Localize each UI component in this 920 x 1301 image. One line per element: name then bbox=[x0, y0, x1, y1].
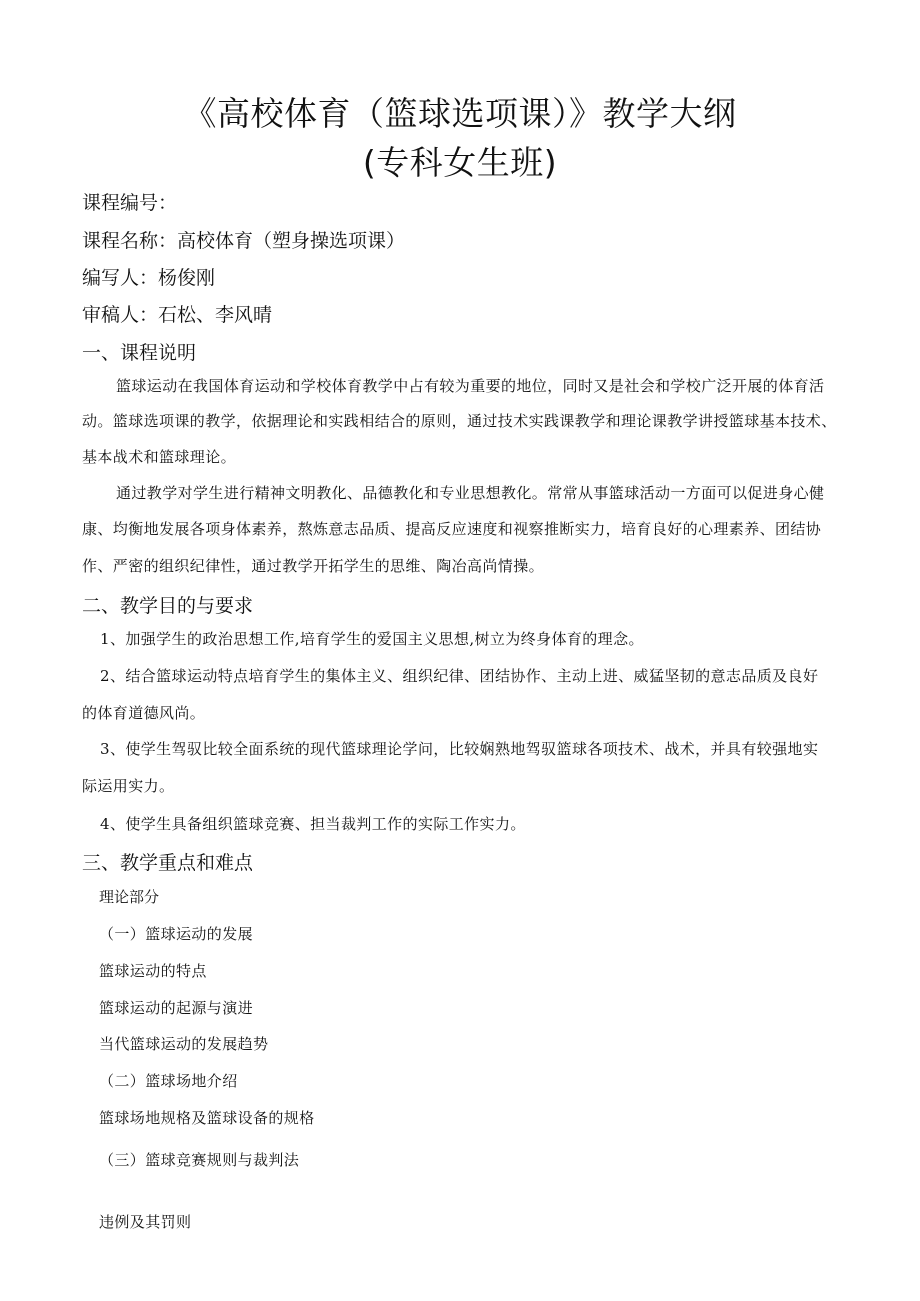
document-subtitle: (专科女生班) bbox=[362, 143, 558, 182]
section-heading-goals: 二、教学目的与要求 bbox=[82, 595, 254, 617]
paragraph-line: 通过教学对学生进行精神文明教化、品德教化和专业思想教化。常常从事篮球活动一方面可以促进身心健 bbox=[116, 484, 825, 502]
list-item: 3、使学生驾驭比较全面系统的现代篮球理论学问，比较娴熟地驾驭篮球各项技术、战术，并具有较强地实 bbox=[100, 740, 819, 758]
section-heading-course-description: 一、课程说明 bbox=[82, 342, 197, 364]
list-item-continuation: 的体育道德风尚。 bbox=[82, 704, 206, 722]
author: 编写人：杨俊刚 bbox=[82, 267, 216, 289]
paragraph-line: 篮球运动在我国体育运动和学校体育教学中占有较为重要的地位，同时又是社会和学校广泛开展的体育活 bbox=[116, 377, 825, 395]
list-item: 4、使学生具备组织篮球竞赛、担当裁判工作的实际工作实力。 bbox=[100, 815, 526, 833]
list-item: 1、加强学生的政治思想工作,培育学生的爱国主义思想,树立为终身体育的理念。 bbox=[100, 630, 644, 648]
outline-item: 当代篮球运动的发展趋势 bbox=[99, 1035, 269, 1053]
document-title: 《高校体育（篮球选项课）》教学大纲 bbox=[183, 94, 737, 133]
paragraph-line: 动。篮球选项课的教学，依据理论和实践相结合的原则，通过技术实践课教学和理论课教学讲授篮球基本技术、 bbox=[82, 412, 837, 430]
sub-heading-theory: 理论部分 bbox=[99, 888, 160, 906]
outline-item: 篮球运动的特点 bbox=[99, 962, 207, 980]
list-item-continuation: 际运用实力。 bbox=[82, 777, 175, 795]
reviewer: 审稿人：石松、李风晴 bbox=[82, 304, 273, 326]
outline-item: （一）篮球运动的发展 bbox=[99, 925, 254, 943]
outline-item: （三）篮球竞赛规则与裁判法 bbox=[99, 1151, 300, 1169]
outline-item: 篮球运动的起源与演进 bbox=[99, 999, 254, 1017]
outline-item: 违例及其罚则 bbox=[99, 1213, 192, 1231]
course-number: 课程编号： bbox=[82, 192, 178, 214]
outline-item: 篮球场地规格及篮球设备的规格 bbox=[99, 1109, 315, 1127]
course-name: 课程名称：高校体育（塑身操选项课） bbox=[82, 230, 406, 252]
paragraph-line: 作、严密的组织纪律性，通过教学开拓学生的思维、陶冶高尚情操。 bbox=[82, 557, 545, 575]
list-item: 2、结合篮球运动特点培育学生的集体主义、组织纪律、团结协作、主动上进、威猛坚韧的意志品质及良好 bbox=[100, 667, 819, 685]
paragraph-line: 基本战术和篮球理论。 bbox=[82, 448, 237, 466]
outline-item: （二）篮球场地介绍 bbox=[99, 1072, 238, 1090]
section-heading-key-points: 三、教学重点和难点 bbox=[82, 852, 254, 874]
paragraph-line: 康、均衡地发展各项身体素养，熬炼意志品质、提高反应速度和视察推断实力，培育良好的心理素养、团结协 bbox=[82, 520, 822, 538]
